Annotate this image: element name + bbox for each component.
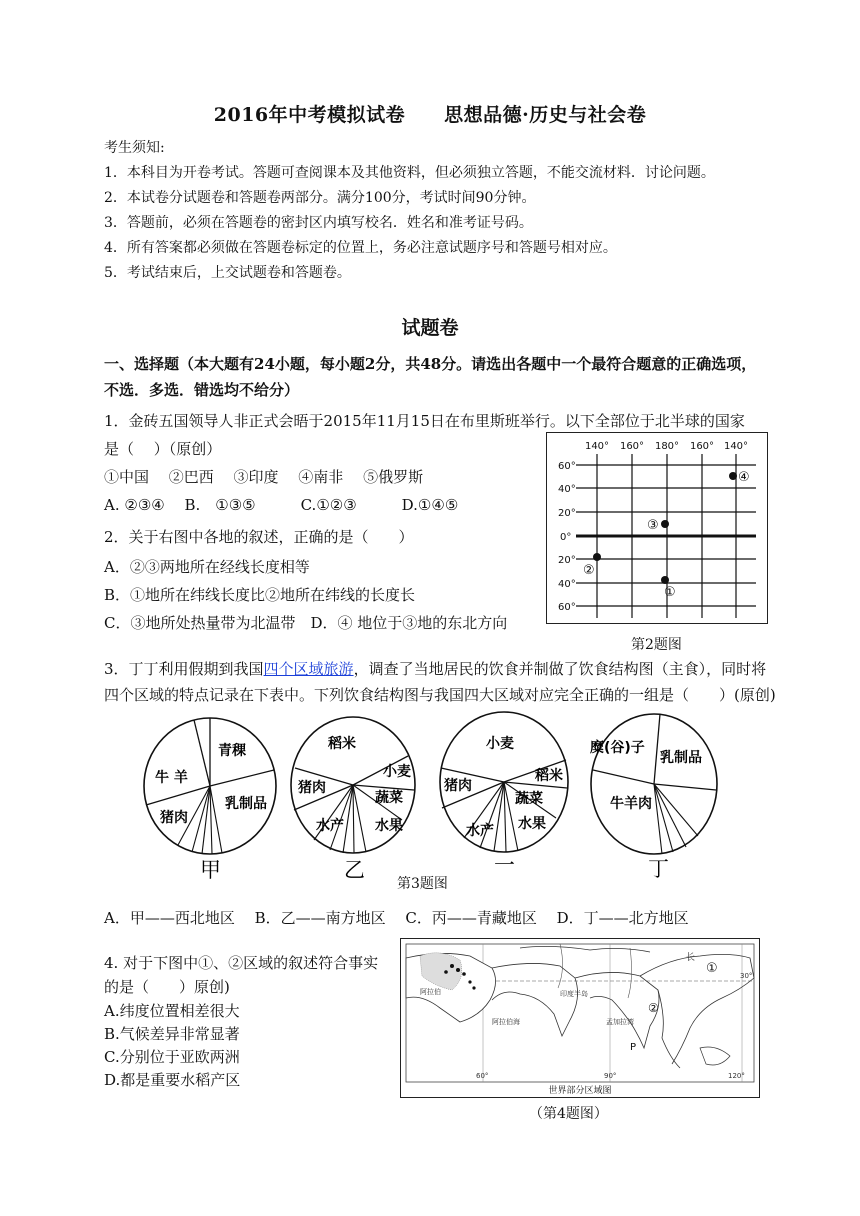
part-heading-cont: 不选．多选．错选均不给分） <box>104 381 300 399</box>
pie-name: 丁 <box>648 857 669 881</box>
point-3-label: ③ <box>647 518 659 533</box>
q2-option-c-d: C．③地所处热量带为北温带 D．④ 地位于③地的东北方向 <box>104 614 508 632</box>
point-1-dot <box>661 576 669 584</box>
q4-stem-cont: 的是（ ）原创) <box>104 978 230 996</box>
point-4-dot <box>729 472 737 480</box>
q4-option-b: B.气候差异非常显著 <box>104 1025 240 1043</box>
q2-figure-caption: 第2题图 <box>631 637 682 653</box>
grid-top-label: 160° <box>619 441 645 452</box>
q2-grid-figure <box>546 432 768 624</box>
pie-label: 牛 羊 <box>155 770 188 786</box>
map-label-arabian-sea: 阿拉伯海 <box>492 1018 520 1026</box>
q4-world-map <box>400 938 760 1098</box>
grid-left-label: 0° <box>560 532 572 543</box>
map-label-60: 60° <box>476 1072 489 1080</box>
notice-item: 1．本科目为开卷考试。答题可查阅课本及其他资料，但必须独立答题，不能交流材料．讨论问题。 <box>104 165 715 181</box>
pie-label: 小麦 <box>383 764 411 780</box>
grid-left-label: 40° <box>558 579 576 590</box>
q3-options: A．甲——西北地区 B．乙——南方地区 C．丙——青藏地区 D．丁——北方地区 <box>104 909 689 927</box>
pie-label: 水果 <box>375 818 403 834</box>
map-label-90: 90° <box>604 1072 617 1080</box>
pie-bing <box>440 712 568 877</box>
q3-figure-caption: 第3题图 <box>397 876 448 892</box>
grid-top-label: 140° <box>723 441 749 452</box>
map-label-chang: 长 <box>686 953 696 963</box>
q2-option-b: B．①地所在纬线长度比②地所在纬线的长度长 <box>104 586 416 604</box>
q1-stem: 1．金砖五国领导人非正式会晤于2015年11月15日在布里斯班举行。以下全部位于北半球的国家 <box>104 412 745 430</box>
map-label-120: 120° <box>728 1072 745 1080</box>
pie-label: 猪肉 <box>160 810 188 826</box>
pie-label: 水产 <box>316 818 344 834</box>
pie-yi <box>291 717 415 882</box>
q4-option-d: D.都是重要水稻产区 <box>104 1071 241 1089</box>
pie-name: 一 <box>494 853 515 877</box>
grid-left-label: 20° <box>558 555 576 566</box>
map-label-1: ① <box>706 961 718 976</box>
notice-item: 3．答题前，必须在答题卷的密封区内填写校名．姓名和准考证号码。 <box>104 215 533 231</box>
pie-label: 稻米 <box>328 736 356 752</box>
grid-top-label: 160° <box>689 441 715 452</box>
map-label-30: 30° <box>740 972 753 980</box>
point-2-dot <box>593 553 601 561</box>
q3-stem-cont: 四个区域的特点记录在下表中。下列饮食结构图与我国四大区域对应完全正确的一组是（ ）(原创) <box>104 686 776 704</box>
grid-left-label: 60° <box>558 602 576 613</box>
q1-items: ①中国 ②巴西 ③印度 ④南非 ⑤俄罗斯 <box>104 468 424 486</box>
q1-stem-cont: 是（ ）（原创） <box>104 440 222 458</box>
pie-label: 糜(谷)子 <box>590 740 645 756</box>
point-3-dot <box>661 520 669 528</box>
map-label-arabia: 阿拉伯 <box>420 988 441 996</box>
point-1-label: ① <box>664 585 676 600</box>
pie-jia <box>144 718 276 882</box>
q3-pie-charts <box>140 710 740 890</box>
grid-left-label: 20° <box>558 508 576 519</box>
grid-top-label: 140° <box>584 441 610 452</box>
part-heading: 一、选择题（本大题有24小题，每小题2分，共48分。请选出各题中一个最符合题意的正确选项， <box>104 355 757 373</box>
pie-ding <box>590 714 717 881</box>
pie-label: 乳制品 <box>660 750 702 766</box>
pie-name: 乙 <box>344 858 365 882</box>
pie-label: 猪肉 <box>298 780 326 796</box>
pie-label: 青稞 <box>218 743 246 759</box>
point-4-label: ④ <box>738 470 750 485</box>
notice-item: 2．本试卷分试题卷和答题卷两部分。满分100分，考试时间90分钟。 <box>104 190 536 206</box>
map-label-bay: 孟加拉湾 <box>606 1018 634 1026</box>
pie-name: 甲 <box>200 858 221 882</box>
pie-label: 蔬菜 <box>515 791 543 807</box>
q4-stem: 4. 对于下图中①、②区域的叙述符合事实 <box>104 954 379 972</box>
map-label-india: 印度半岛 <box>560 990 588 998</box>
grid-left-label: 60° <box>558 461 576 472</box>
grid-top-label: 180° <box>654 441 680 452</box>
q3-link[interactable]: 四个区域旅游 <box>263 660 354 678</box>
pie-label: 水产 <box>466 823 494 839</box>
q2-option-a: A．②③两地所在经线长度相等 <box>104 558 310 576</box>
grid-left-label: 40° <box>558 484 576 495</box>
section-title: 试题卷 <box>401 317 459 339</box>
pie-label: 稻米 <box>535 768 563 784</box>
map-title: 世界部分区域图 <box>548 1086 612 1096</box>
notice-item: 4．所有答案都必须做在答题卷标定的位置上，务必注意试题序号和答题号相对应。 <box>104 240 617 256</box>
point-2-label: ② <box>583 563 595 578</box>
exam-title: 2016年中考模拟试卷 思想品德·历史与社会卷 <box>213 104 647 126</box>
q4-figure-caption: （第4题图） <box>529 1106 608 1122</box>
q3-stem-after-link: ，调查了当地居民的饮食并制做了饮食结构图（主食），同时将 <box>353 660 767 678</box>
pie-label: 小麦 <box>486 736 514 752</box>
q3-stem: 3．丁丁利用假期到我国 <box>104 660 264 678</box>
notice-item: 5．考试结束后，上交试题卷和答题卷。 <box>104 265 351 281</box>
pie-label: 乳制品 <box>225 796 267 812</box>
pie-label: 蔬菜 <box>375 790 403 806</box>
q2-stem: 2．关于右图中各地的叙述，正确的是（ ） <box>104 528 414 546</box>
q4-option-a: A.纬度位置相差很大 <box>104 1002 240 1020</box>
pie-label: 牛羊肉 <box>610 796 652 812</box>
q1-options: A. ②③④ B. ①③⑤ C.①②③ D.①④⑤ <box>104 496 459 514</box>
pie-label: 猪肉 <box>444 778 472 794</box>
q4-option-c: C.分别位于亚欧两洲 <box>104 1048 240 1066</box>
notice-heading: 考生须知: <box>104 140 165 156</box>
pie-label: 水果 <box>518 816 546 832</box>
map-label-p: P <box>630 1042 637 1053</box>
map-label-2: ② <box>648 1001 659 1015</box>
